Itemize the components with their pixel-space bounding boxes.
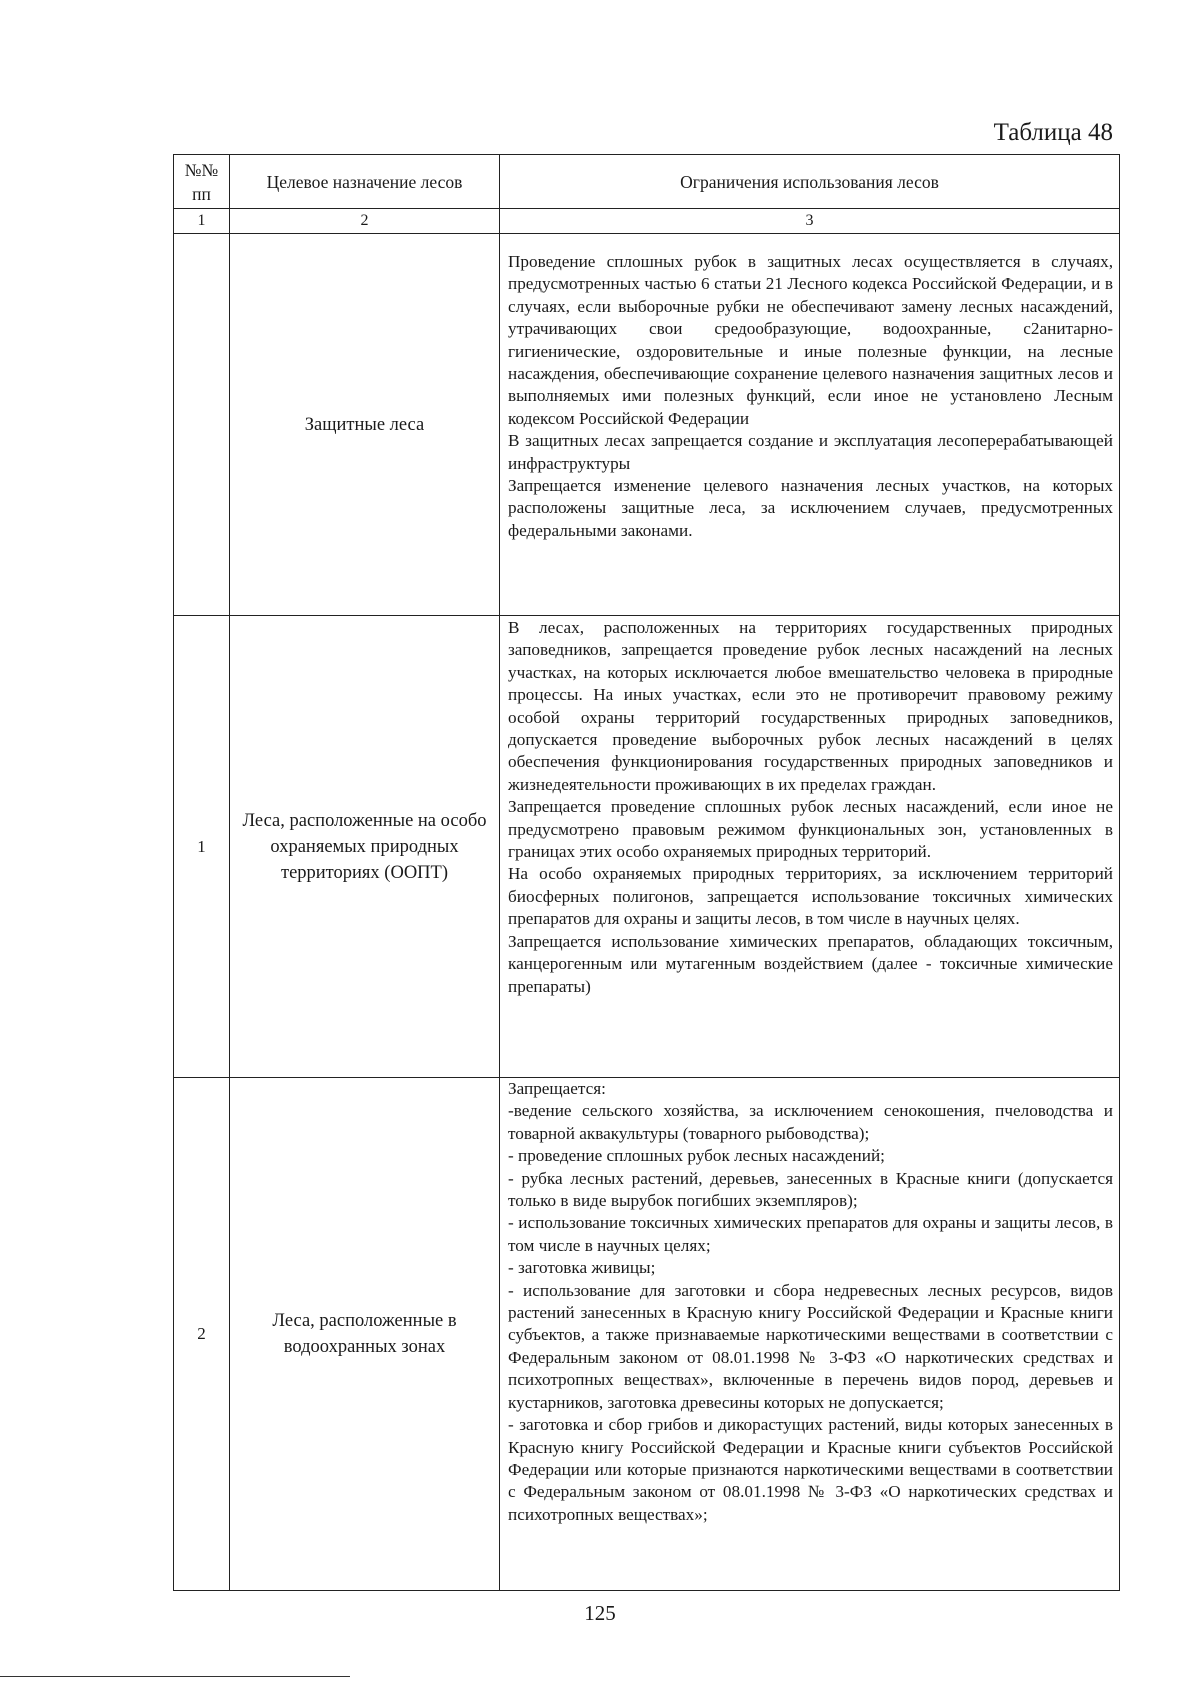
forest-restrictions-table	[173, 154, 1120, 1591]
row-restrictions-cell	[500, 234, 1120, 616]
restriction-paragraph: Запрещается:	[508, 1079, 606, 1098]
table-row	[174, 616, 1120, 1078]
column-number-row	[174, 209, 1120, 234]
header-restrictions-label: Ограничения использования лесов	[680, 171, 939, 192]
table-title: Таблица 48	[993, 119, 1113, 146]
restriction-paragraph: В лесах, расположенных на территориях государственных природных заповедников, запрещается проведение рубок лесных насаждений на лесных участках, на которых исключается любое вмешательство человека в природные процессы. На иных участках, если это не противоречит правовому режиму особой охраны территорий государственных природных заповедников, допускается проведение выборочных рубок лесных насаждений в целях обеспечения функционирования государственных природных заповедников и жизнедеятельности проживающих в их пределах граждан.	[508, 618, 1113, 794]
header-num-label: №№ пп	[184, 159, 219, 204]
table-row	[174, 1078, 1120, 1591]
column-number-2: 2	[230, 209, 500, 234]
header-purpose-label: Целевое назначение лесов	[266, 171, 463, 192]
table-row	[174, 234, 1120, 616]
table-header-row	[174, 155, 1120, 209]
footer-divider	[0, 1676, 350, 1677]
header-purpose-cell	[230, 155, 500, 209]
row-restrictions-cell	[500, 1078, 1120, 1591]
restriction-paragraph: - проведение сплошных рубок лесных насаждений;	[508, 1146, 885, 1166]
restriction-paragraph: Запрещается проведение сплошных рубок лесных насаждений, если иное не предусмотрено правовым режимом функциональных зон, установленных в границах этих особо охраняемых природных территорий.	[508, 797, 1113, 862]
restriction-paragraph: - заготовка живицы;	[508, 1258, 656, 1278]
row-purpose-cell: Леса, расположенные на особо охраняемых природных территориях (ООПТ)	[230, 616, 500, 1078]
restriction-paragraph: Проведение сплошных рубок в защитных лесах осуществляется в случаях, предусмотренных частью 6 статьи 21 Лесного кодекса Российской Федерации, и в случаях, если выборочные рубки не обеспечивают замену лесных насаждений, утрачивающих свои средообразующие, водоохранные, с2анитарно-гигиенические, оздоровительные и иные полезные функции, на лесные насаждения, обеспечивающие сохранение целевого назначения защитных лесов и выполняемых ими полезных функций, если иное не установлено Лесным кодексом Российской Федерации	[508, 252, 1113, 428]
restriction-paragraph: Запрещается использование химических препаратов, обладающих токсичным, канцерогенным или мутагенным воздействием (далее - токсичные химические препараты)	[508, 931, 1113, 996]
row-num-cell	[174, 234, 230, 616]
restriction-paragraph: - заготовка и сбор грибов и дикорастущих растений, виды которых занесенных в Красную книгу Российской Федерации и Красные книги субъектов Российской Федерации или которые признаются наркотическими веществами в соответствии с Федеральным законом от 08.01.1998 № 3-ФЗ «О наркотических средствах и психотропных веществах»;	[508, 1415, 1113, 1524]
header-restrictions-cell	[500, 155, 1120, 209]
restriction-paragraph: Запрещается изменение целевого назначения лесных участков, на которых расположены защитные леса, за исключением случаев, предусмотренных федеральными законами.	[508, 476, 1113, 540]
row-purpose-cell: Леса, расположенные в водоохранных зонах	[230, 1078, 500, 1591]
row-num-cell: 2	[174, 1078, 230, 1591]
row-restrictions-cell	[500, 616, 1120, 1078]
restriction-paragraph: - рубка лесных растений, деревьев, занесенных в Красные книги (допускается только в виде вырубок погибших экземпляров);	[508, 1168, 1113, 1211]
page-number: 125	[584, 1601, 616, 1625]
restriction-paragraph: В защитных лесах запрещается создание и эксплуатация лесоперерабатывающей инфраструктуры	[508, 431, 1113, 473]
restriction-paragraph: - использование токсичных химических препаратов для охраны и защиты лесов, в том числе в научных целях;	[508, 1213, 1113, 1255]
row-purpose-cell: Защитные леса	[230, 234, 500, 616]
restriction-paragraph: -ведение сельского хозяйства, за исключением сенокошения, пчеловодства и товарной аквакультуры (товарного рыбоводства);	[508, 1101, 1113, 1143]
header-num-cell	[174, 155, 230, 209]
restriction-paragraph: - использование для заготовки и сбора недревесных лесных ресурсов, видов растений занесенных в Красную книгу Российской Федерации и Красные книги субъектов, а также признаваемые наркотическими веществами в соответствии с Федеральным законом от 08.01.1998 № 3-ФЗ «О наркотических средствах и психотропных веществах», включенные в перечень видов пород, деревьев и кустарников, заготовка древесины которых не допускается;	[508, 1280, 1113, 1412]
restriction-paragraph: На особо охраняемых природных территориях, за исключением территорий биосферных полигонов, запрещается использование токсичных химических препаратов для охраны и защиты лесов, в том числе в научных целях.	[508, 864, 1113, 929]
column-number-3: 3	[500, 209, 1120, 234]
row-num-cell: 1	[174, 616, 230, 1078]
column-number-1: 1	[174, 209, 230, 234]
